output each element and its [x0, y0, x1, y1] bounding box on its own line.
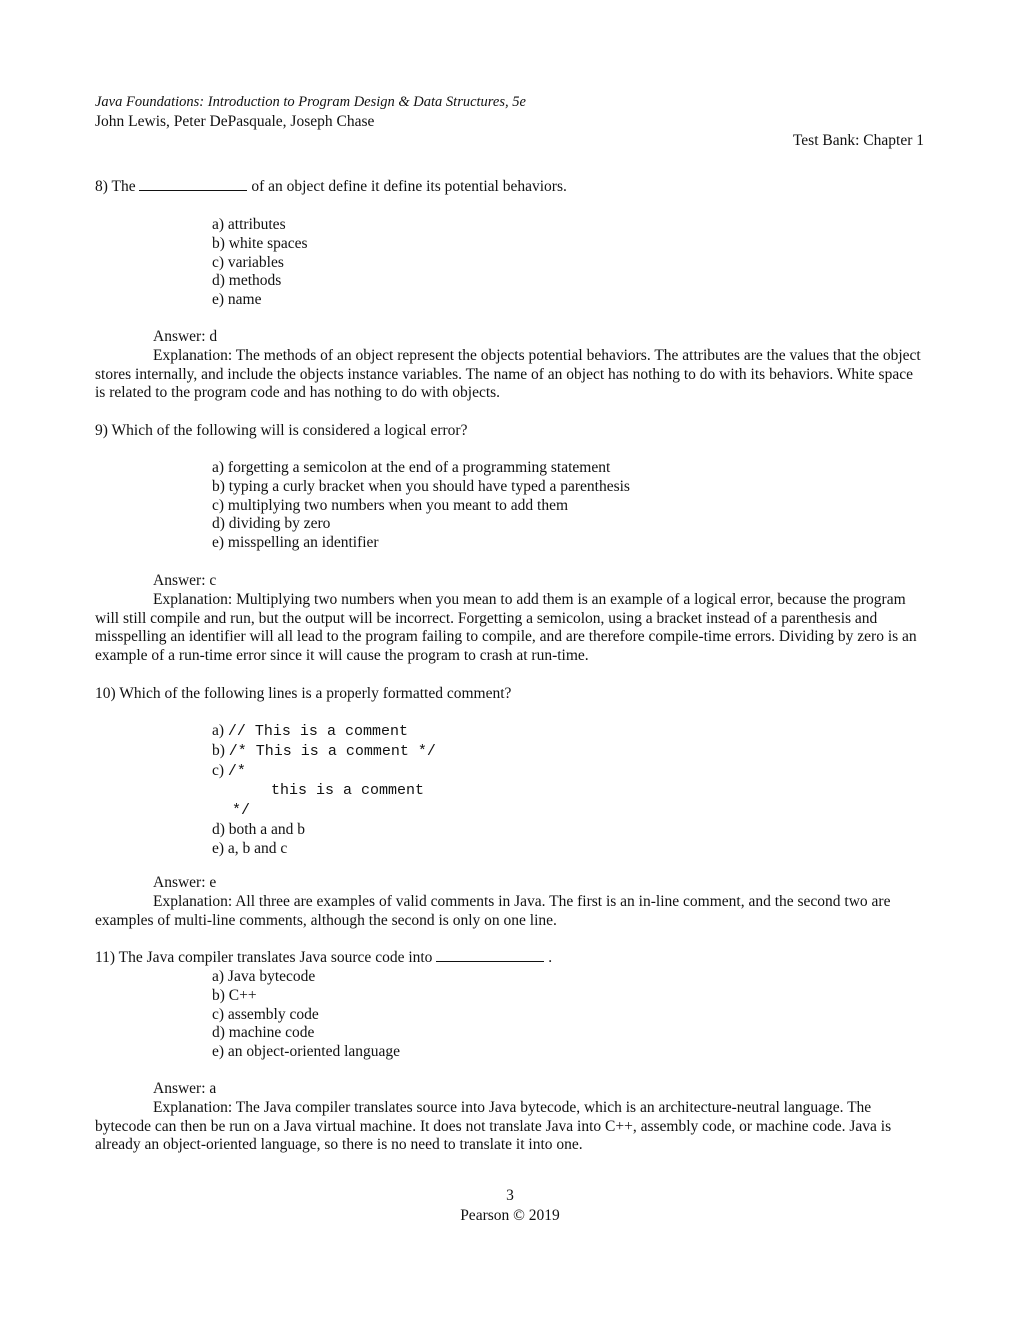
option: c) /*: [212, 761, 246, 780]
option: d) both a and b: [212, 820, 305, 838]
option: a) forgetting a semicolon at the end of a programming statement: [212, 459, 611, 476]
question-11-options: [212, 968, 400, 1062]
option: c) multiplying two numbers when you meant to add them: [212, 496, 569, 514]
option: a) Java bytecode: [212, 968, 316, 985]
question-10-explanation: Explanation: All three are examples of valid comments in Java. The first is an in-line comment, and the second two are examples of multi-line comments, although the second is only on one line.: [95, 893, 891, 929]
question-10-options: [212, 722, 436, 859]
page-number: 3: [506, 1187, 514, 1204]
option-continuation: [212, 801, 436, 821]
option: c) assembly code: [212, 1005, 319, 1023]
code-text: /*: [227, 762, 246, 780]
book-title: Java Foundations: Introduction to Program Design & Data Structures, 5e: [95, 94, 526, 110]
authors: John Lewis, Peter DePasquale, Joseph Chase: [95, 113, 375, 130]
option-continuation: [212, 781, 436, 801]
question-8-answer: Answer: d: [153, 328, 218, 345]
option: a) attributes: [212, 216, 286, 233]
option: e) name: [212, 291, 262, 309]
copyright: Pearson © 2019: [460, 1207, 560, 1224]
option: a) // This is a comment: [212, 722, 408, 740]
answer-blank: [139, 178, 247, 191]
question-11-stem: 11) The Java compiler translates Java source code into .: [95, 949, 553, 966]
option: e) a, b and c: [212, 839, 288, 857]
question-9-stem: 9) Which of the following will is considered a logical error?: [95, 422, 468, 439]
option: c) variables: [212, 253, 284, 271]
option: b) typing a curly bracket when you should have typed a parenthesis: [212, 477, 630, 495]
option: b) white spaces: [212, 234, 308, 252]
code-text: /* This is a comment */: [228, 742, 436, 760]
test-bank-label: Test Bank: Chapter 1: [792, 132, 924, 149]
question-8-options: [212, 216, 308, 310]
code-text: // This is a comment: [227, 723, 408, 740]
code-text: */: [232, 802, 251, 820]
option: e) an object-oriented language: [212, 1043, 401, 1061]
code-text: this is a comment: [271, 782, 425, 800]
option: b) C++: [212, 986, 257, 1004]
option: d) machine code: [212, 1024, 315, 1042]
option: e) misspelling an identifier: [212, 534, 379, 552]
option: b) /* This is a comment */: [212, 741, 436, 760]
option: d) methods: [212, 272, 282, 290]
question-9-options: [212, 459, 630, 553]
question-8-explanation: Explanation: The methods of an object represent the objects potential behaviors. The attributes are the values that the object stores internally, and include the objects instance variables. The name of an object has nothing to do with its behaviors. White space is related to the program code and has nothing to do with objects.: [95, 347, 921, 402]
question-9-explanation: Explanation: Multiplying two numbers when you mean to add them is an example of a logical error, because the program will still compile and run, but the output will be incorrect. Forgetting a semicolon, using a bracket instead of a parenthesis and misspelling an identifier will all lead to the program failing to compile, and are therefore compile-time errors. Dividing by zero is an example of a run-time error since it will cause the program to crash at run-time.: [95, 591, 917, 665]
question-11-explanation: Explanation: The Java compiler translates source into Java bytecode, which is an architecture-neutral language. The bytecode can then be run on a Java virtual machine. It does not translate Java into C++, assembly code, or machine code. Java is already an object-oriented language, so there is no need to translate it into one.: [95, 1099, 892, 1154]
question-11-answer: Answer: a: [153, 1080, 217, 1097]
option: d) dividing by zero: [212, 515, 331, 533]
question-9-answer: Answer: c: [153, 572, 217, 589]
question-8-stem: 8) The of an object define it define its potential behaviors.: [95, 178, 567, 195]
question-10-stem: 10) Which of the following lines is a properly formatted comment?: [95, 685, 512, 702]
question-10-answer: Answer: e: [153, 874, 217, 891]
answer-blank: [436, 949, 544, 962]
